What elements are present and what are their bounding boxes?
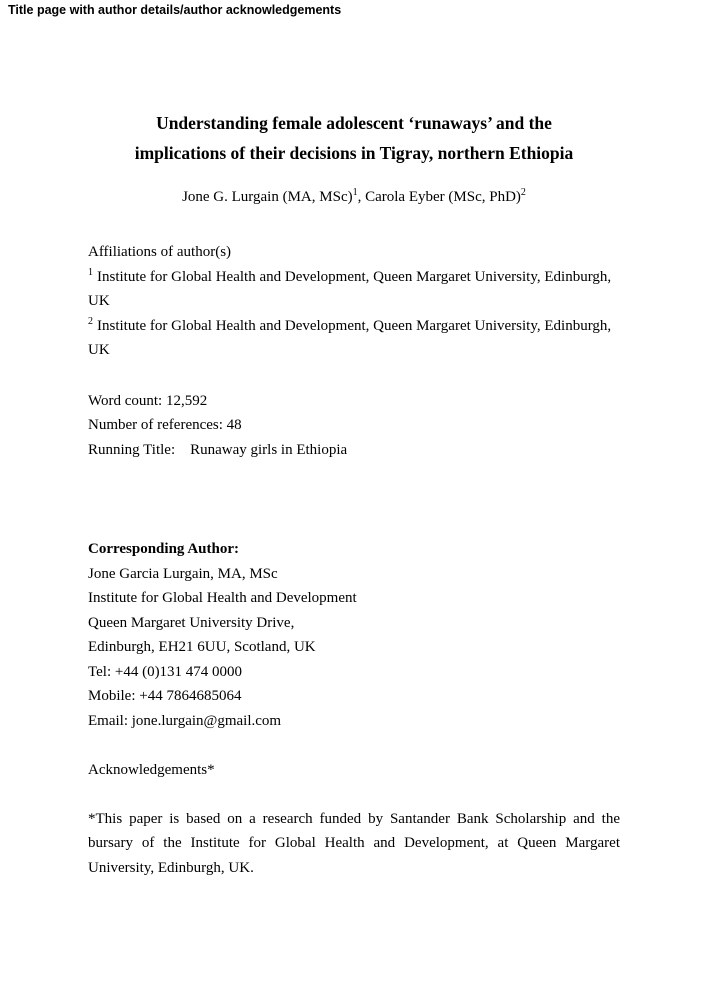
affiliation-2-marker: 2	[88, 315, 93, 327]
document-content	[88, 0, 624, 880]
corresponding-author-address-line1: Queen Margaret University Drive,	[88, 614, 295, 631]
corresponding-author-section	[88, 537, 620, 733]
manuscript-metadata-section	[88, 389, 620, 463]
corresponding-author-email: Email: jone.lurgain@gmail.com	[88, 712, 282, 729]
paper-title-line1: Understanding female adolescent ‘runaways’ and the	[156, 113, 552, 133]
corresponding-author-institute: Institute for Global Health and Development	[88, 590, 357, 606]
author-1-affiliation-marker: 1	[352, 187, 358, 198]
affiliations-heading: Affiliations of author(s)	[88, 244, 232, 260]
affiliation-2	[88, 314, 620, 363]
corresponding-author-name: Jone Garcia Lurgain, MA, MSc	[88, 565, 278, 582]
author-2-name: Carola Eyber (MSc, PhD)	[365, 189, 521, 205]
page-header-label: Title page with author details/author acknowledgements	[8, 3, 342, 17]
affiliation-1-text: Institute for Global Health and Development, Queen Margaret University, Edinburgh, UK	[88, 268, 615, 309]
corresponding-author-mobile: Mobile: +44 7864685064	[88, 688, 242, 704]
acknowledgements-heading: Acknowledgements*	[88, 762, 215, 778]
affiliation-1	[88, 265, 620, 314]
corresponding-author-tel: Tel: +44 (0)131 474 0000	[88, 663, 243, 680]
paper-title	[88, 108, 620, 168]
word-count: Word count: 12,592	[88, 392, 208, 409]
corresponding-author-heading: Corresponding Author:	[88, 541, 239, 557]
reference-count: Number of references: 48	[88, 417, 242, 433]
running-title: Running Title: Runaway girls in Ethiopia	[88, 441, 348, 458]
author-2-affiliation-marker: 2	[520, 187, 526, 198]
author-separator: ,	[357, 189, 366, 205]
paper-title-line2: implications of their decisions in Tigray, northern Ethiopia	[134, 143, 574, 163]
author-1-name: Jone G. Lurgain (MA, MSc)	[182, 189, 353, 205]
corresponding-author-address-line2: Edinburgh, EH21 6UU, Scotland, UK	[88, 639, 316, 655]
affiliations-section	[88, 240, 620, 363]
funding-footnote: *This paper is based on a research funded by Santander Bank Scholarship and the bursary of the Institute for Global Health and Development, at Queen Margaret University, Edinburgh, UK.	[88, 810, 624, 876]
affiliation-2-text: Institute for Global Health and Development, Queen Margaret University, Edinburgh, UK	[88, 317, 615, 358]
authors-line	[88, 185, 620, 210]
affiliation-1-marker: 1	[88, 266, 93, 278]
